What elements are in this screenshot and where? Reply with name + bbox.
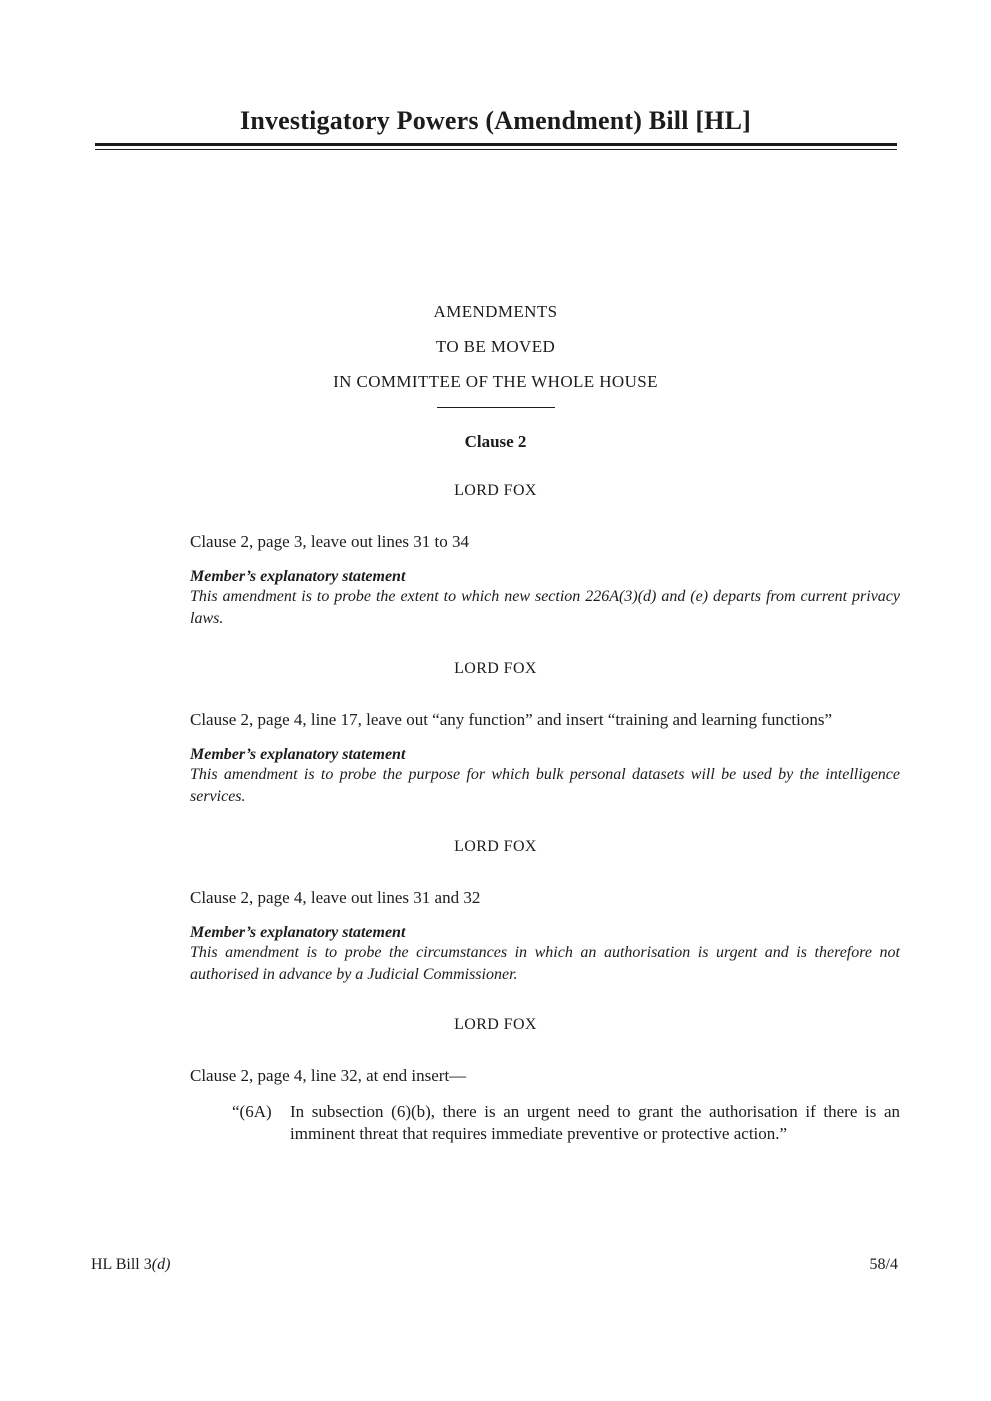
to-be-moved-heading: TO BE MOVED bbox=[435, 337, 556, 356]
explanatory-label: Member’s explanatory statement bbox=[190, 568, 406, 585]
explanatory-text: This amendment is to probe the circumstances in which an authorisation is urgent and is therefore not authorised in advance by a Judicial Commissioner. bbox=[190, 944, 900, 983]
footer-bill-number-suffix: (d) bbox=[151, 1256, 171, 1273]
amendment-mover: LORD FOX bbox=[454, 660, 537, 677]
amendment-mover: LORD FOX bbox=[454, 482, 537, 499]
amendment-instruction: Clause 2, page 4, line 17, leave out “any function” and insert “training and learning functions” bbox=[190, 710, 833, 729]
amendment-instruction: Clause 2, page 4, line 32, at end insert— bbox=[190, 1066, 467, 1085]
section-rule bbox=[437, 407, 555, 408]
amendment-mover: LORD FOX bbox=[454, 1016, 537, 1033]
bill-title: Investigatory Powers (Amendment) Bill [HL] bbox=[240, 106, 751, 135]
insert-number: “(6A) bbox=[232, 1102, 272, 1121]
title-double-rule bbox=[95, 143, 897, 150]
footer-bill-number bbox=[91, 1256, 170, 1274]
clause-heading: Clause 2 bbox=[464, 432, 527, 451]
footer bbox=[91, 1256, 898, 1274]
footer-serial: 58/4 bbox=[869, 1256, 898, 1273]
explanatory-label: Member’s explanatory statement bbox=[190, 924, 406, 941]
committee-heading: IN COMMITTEE OF THE WHOLE HOUSE bbox=[333, 372, 658, 391]
insert-text: In subsection (6)(b), there is an urgent need to grant the authorisation if there is an imminent threat that requires immediate preventive or protective action.” bbox=[290, 1102, 900, 1143]
amendment-mover: LORD FOX bbox=[454, 838, 537, 855]
insert-subsection bbox=[232, 1101, 900, 1145]
amendment-instruction: Clause 2, page 4, leave out lines 31 and 32 bbox=[190, 888, 481, 907]
amendment-instruction: Clause 2, page 3, leave out lines 31 to 34 bbox=[190, 532, 470, 551]
amendments-heading: AMENDMENTS bbox=[433, 302, 558, 321]
explanatory-text: This amendment is to probe the extent to which new section 226A(3)(d) and (e) departs from current privacy laws. bbox=[190, 588, 900, 627]
preamble bbox=[0, 302, 991, 392]
footer-bill-number-text: HL Bill 3 bbox=[91, 1256, 152, 1273]
explanatory-label: Member’s explanatory statement bbox=[190, 746, 406, 763]
explanatory-text: This amendment is to probe the purpose for which bulk personal datasets will be used by the intelligence services. bbox=[190, 766, 900, 805]
